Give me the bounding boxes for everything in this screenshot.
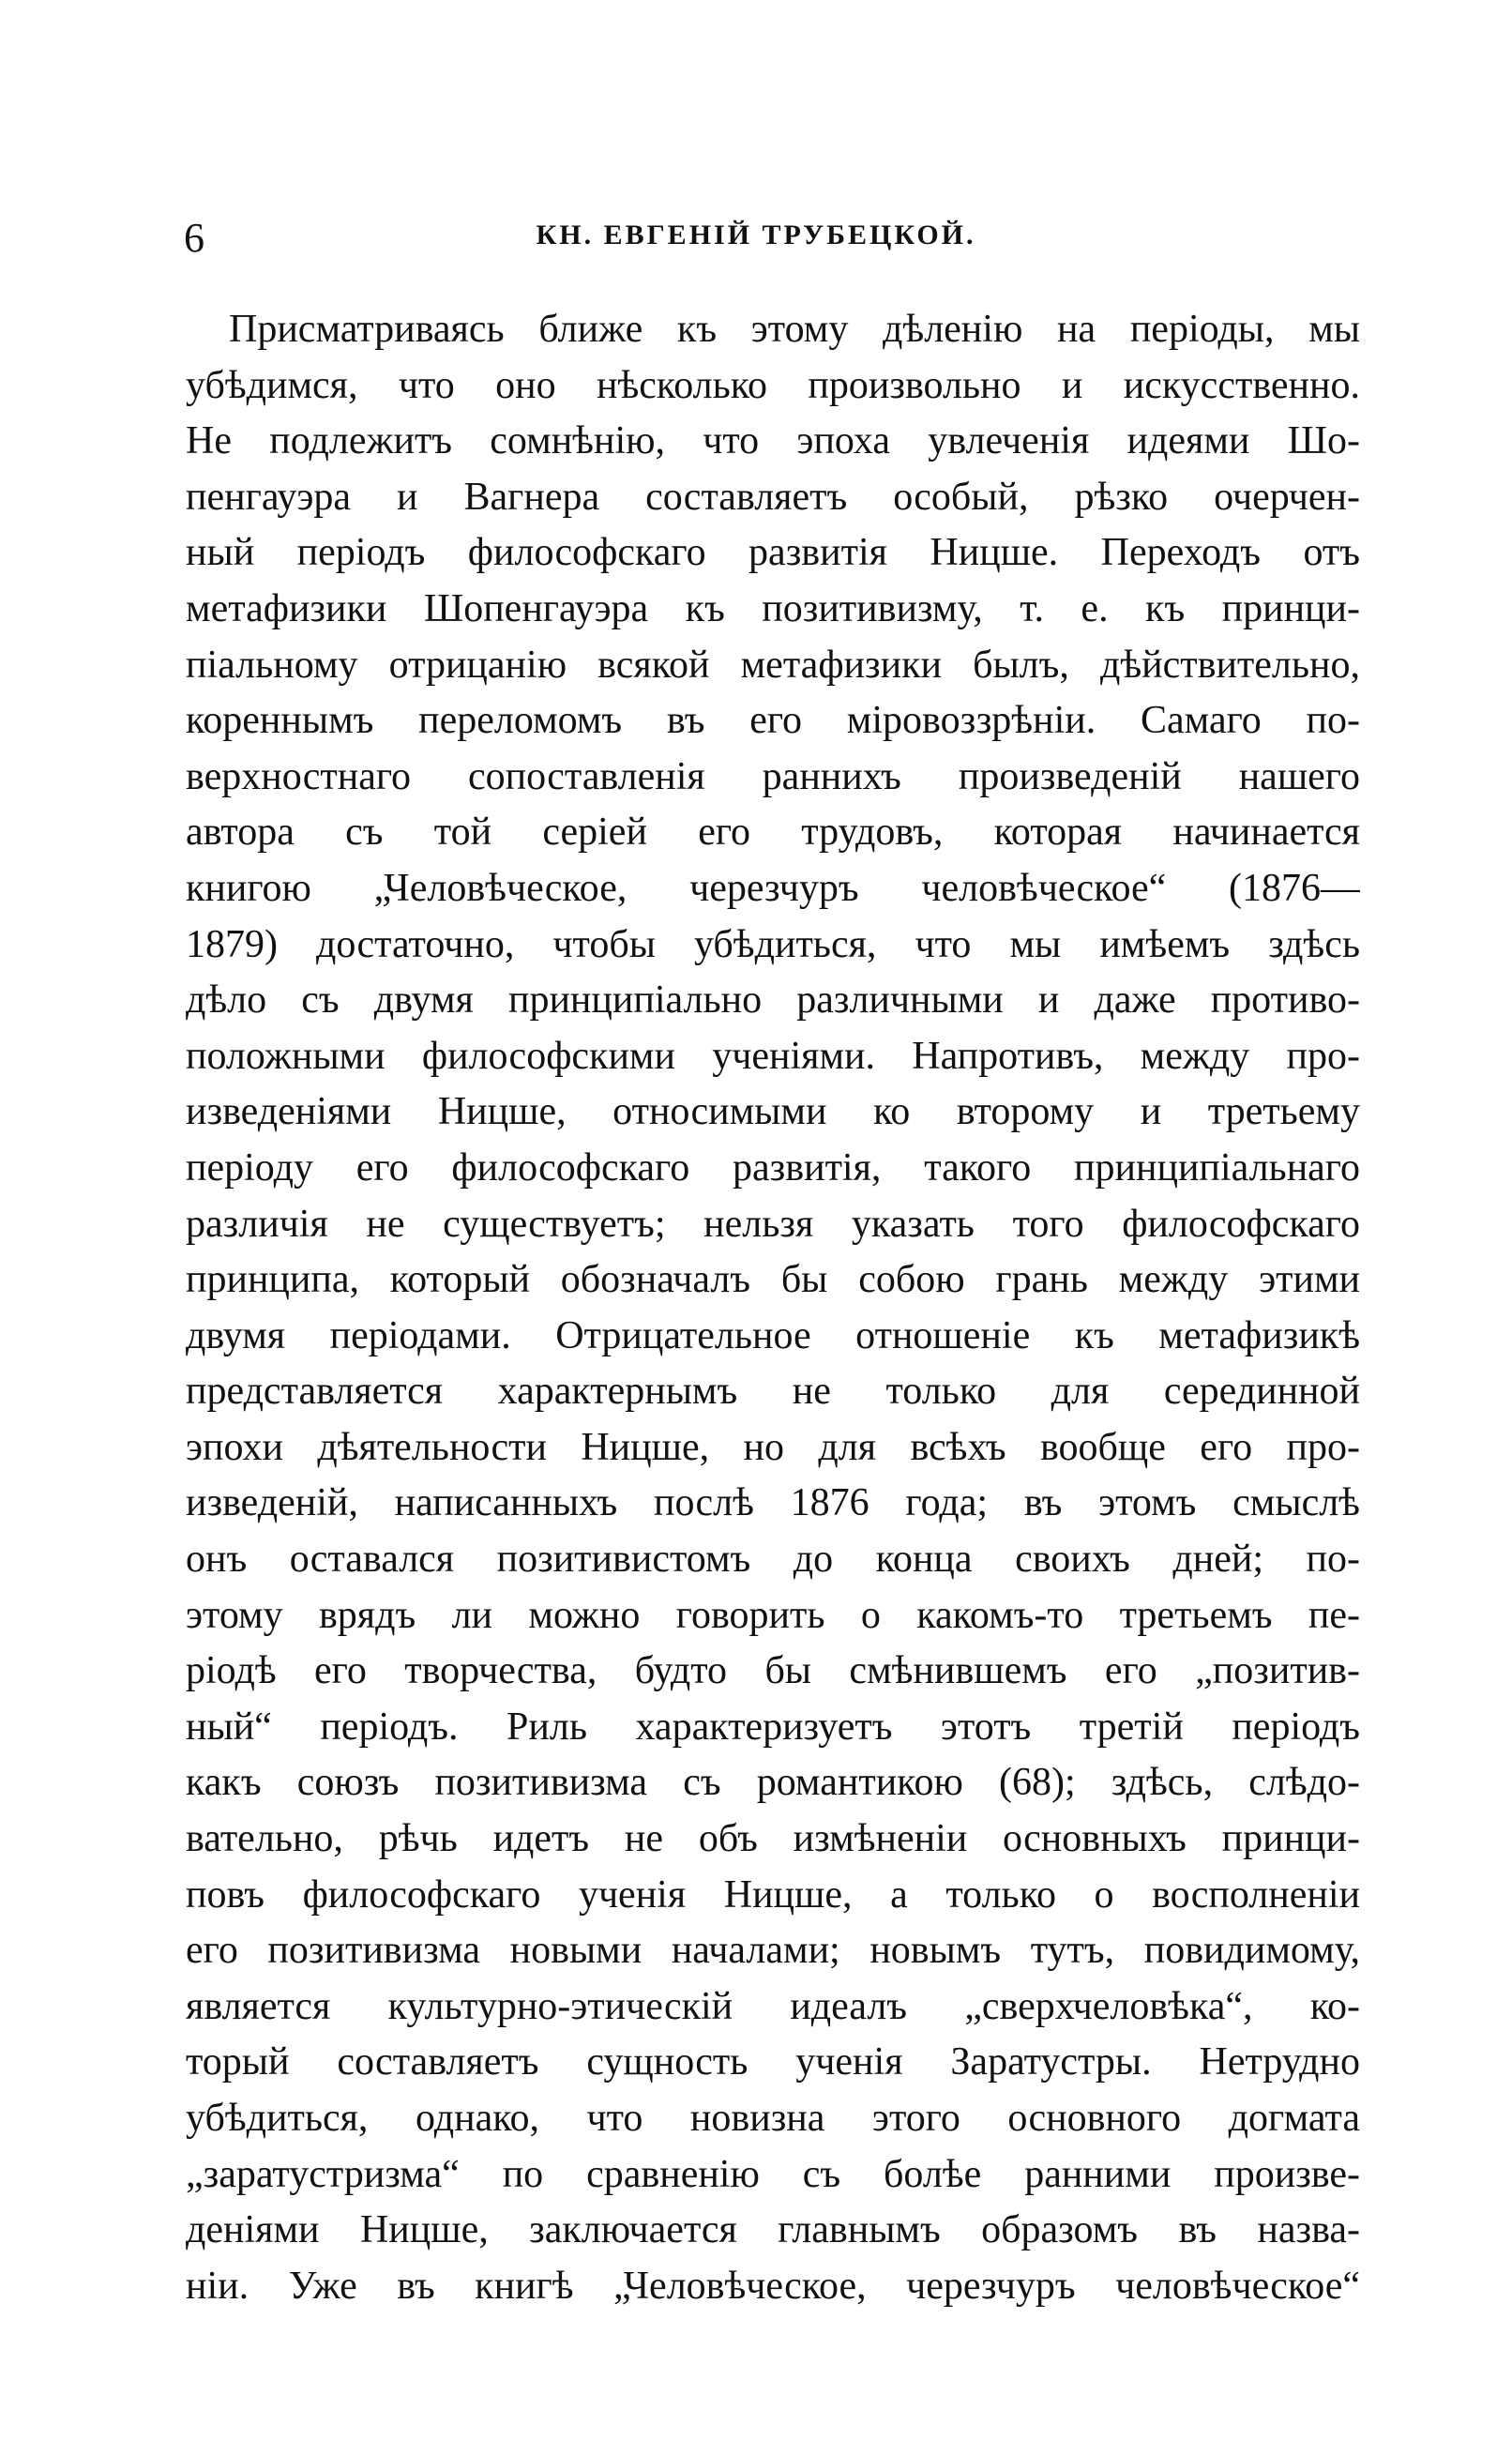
text-line: какъ союзъ позитивизма съ романтикою (68); здѣсь, слѣдо- (186, 1761, 1360, 1805)
text-line: его позитивизма новыми началами; новымъ тутъ, повидимому, (186, 1929, 1360, 1973)
text-line: верхностнаго сопоставленія раннихъ произведеній нашего (186, 754, 1360, 798)
text-line: вательно, рѣчь идетъ не объ измѣненіи основныхъ принци- (186, 1817, 1360, 1861)
text-line: Не подлежитъ сомнѣнію, что эпоха увлеченія идеями Шо- (186, 419, 1360, 463)
text-line: ріодѣ его творчества, будто бы смѣнившемъ его „позитив- (186, 1649, 1360, 1693)
body-text (186, 302, 1360, 2314)
text-line: автора съ той серіей его трудовъ, которая начинается (186, 811, 1360, 855)
text-line: пенгауэра и Вагнера составляетъ особый, рѣзко очерчен- (186, 475, 1360, 519)
text-line: изведеніями Ницше, относимыми ко второму и третьему (186, 1090, 1360, 1134)
text-line: различія не существуетъ; нельзя указать того философскаго (186, 1202, 1360, 1246)
text-line: деніями Ницше, заключается главнымъ образомъ въ назва- (186, 2208, 1360, 2252)
text-line: этому врядъ ли можно говорить о какомъ-то третьемъ пе- (186, 1593, 1360, 1637)
running-header: КН. ЕВГЕНІЙ ТРУБЕЦКОЙ. (536, 220, 976, 250)
text-line: принципа, который обозначалъ бы собою грань между этими (186, 1258, 1360, 1302)
text-line: періоду его философскаго развитія, такого принципіальнаго (186, 1145, 1360, 1190)
text-line: піальному отрицанію всякой метафизики былъ, дѣйствительно, (186, 643, 1360, 687)
text-line: кореннымъ переломомъ въ его міровоззрѣніи. Самаго по- (186, 699, 1360, 743)
text-line: ный періодъ философскаго развитія Ницше. Переходъ отъ (186, 531, 1360, 575)
text-line: является культурно-этическій идеалъ „сверхчеловѣка“, ко- (186, 1984, 1360, 2028)
text-line: „заратустризма“ по сравненію съ болѣе ранними произве- (186, 2152, 1360, 2196)
text-line: убѣдиться, однако, что новизна этого основного догмата (186, 2097, 1360, 2140)
text-line: убѣдимся, что оно нѣсколько произвольно и искусственно. (186, 363, 1360, 407)
text-line: положными философскими ученіями. Напротивъ, между про- (186, 1034, 1360, 1078)
text-line: 1879) достаточно, чтобы убѣдиться, что мы имѣемъ здѣсь (186, 922, 1360, 966)
text-line: онъ оставался позитивистомъ до конца своихъ дней; по- (186, 1538, 1360, 1582)
text-line: метафизики Шопенгауэра къ позитивизму, т. е. къ принци- (186, 586, 1360, 630)
text-line: ніи. Уже въ книгѣ „Человѣческое, черезчуръ человѣческое“ (186, 2264, 1360, 2308)
text-line: Присматриваясь ближе къ этому дѣленію на періоды, мы (229, 308, 1360, 351)
text-line: двумя періодами. Отрицательное отношеніе къ метафизикѣ (186, 1313, 1360, 1357)
text-line: повъ философскаго ученія Ницше, а только о восполненіи (186, 1872, 1360, 1917)
text-line: представляется характернымъ не только для серединной (186, 1370, 1360, 1414)
text-line: дѣло съ двумя принципіально различными и даже противо- (186, 978, 1360, 1023)
text-line: книгою „Человѣческое, черезчуръ человѣческое“ (1876— (186, 866, 1360, 910)
page-number: 6 (184, 215, 204, 261)
text-line: торый составляетъ сущность ученія Заратустры. Нетрудно (186, 2040, 1360, 2084)
text-line: изведеній, написанныхъ послѣ 1876 года; въ этомъ смыслѣ (186, 1481, 1360, 1525)
text-line: эпохи дѣятельности Ницше, но для всѣхъ вообще его про- (186, 1425, 1360, 1469)
text-line: ный“ періодъ. Риль характеризуетъ этотъ третій періодъ (186, 1705, 1360, 1749)
